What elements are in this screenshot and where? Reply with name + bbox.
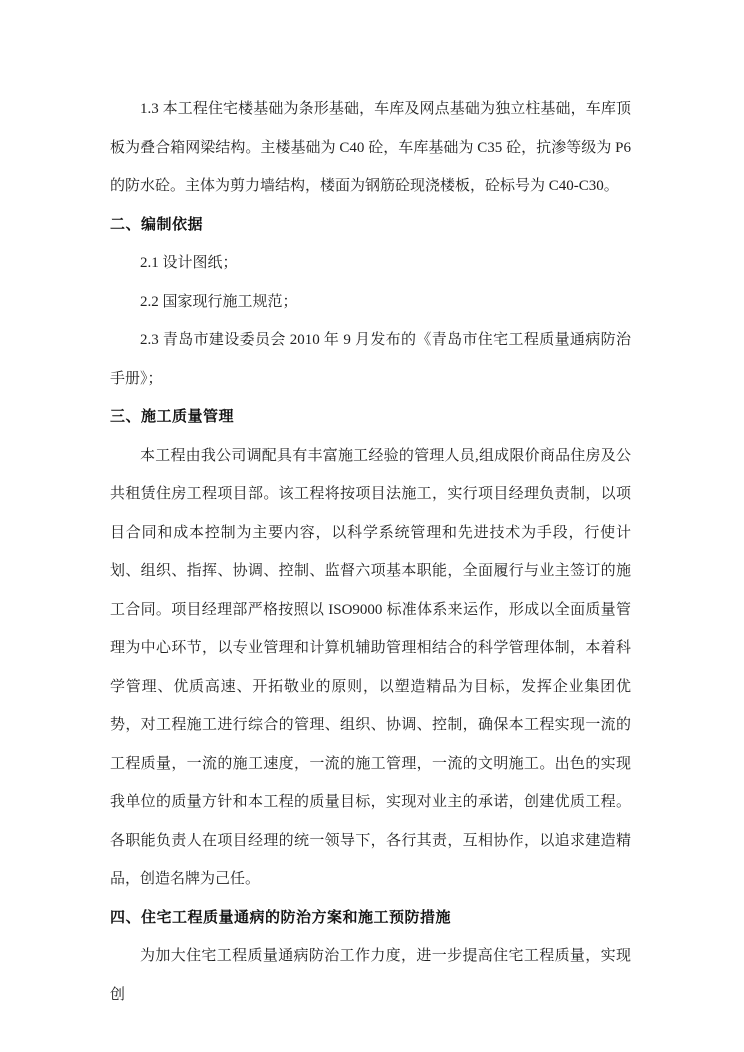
body-paragraph-prevention: 为加大住宅工程质量通病防治工作力度，进一步提高住宅工程质量，实现创 (110, 948, 631, 1003)
document-content (110, 90, 631, 1014)
section-heading-2: 二、编制依据 (110, 216, 204, 233)
body-paragraph-1-3: 1.3 本工程住宅楼基础为条形基础，车库及网点基础为独立柱基础，车库顶板为叠合箱网梁结构。主楼基础为 C40 砼，车库基础为 C35 砼，抗渗等级为 P6 的防水砼。主体为剪力墙结构，楼面为钢筋砼现浇楼板，砼标号为 C40-C30。 (110, 101, 631, 194)
section-heading-3: 三、施工质量管理 (110, 409, 235, 425)
body-paragraph-2-3: 2.3 青岛市建设委员会 2010 年 9 月发布的《青岛市住宅工程质量通病防治手册》； (110, 332, 631, 387)
body-paragraph-quality-management: 本工程由我公司调配具有丰富施工经验的管理人员,组成限价商品住房及公共租赁住房工程项目部。该工程将按项目法施工，实行项目经理负责制，以项目合同和成本控制为主要内容，以科学系统管理和先进技术为手段，行使计划、组织、指挥、协调、控制、监督六项基本职能，全面履行与业主签订的施工合同。项目经理部严格按照以 ISO9000 标准体系来运作，形成以全面质量管理为中心环节，以专业管理和计算机辅助管理相结合的科学管理体制，本着科学管理、优质高速、开拓敬业的原则，以塑造精品为目标，发挥企业集团优势，对工程施工进行综合的管理、组织、协调、控制，确保本工程实现一流的工程质量，一流的施工速度，一流的施工管理，一流的文明施工。出色的实现我单位的质量方针和本工程的质量目标，实现对业主的承诺，创建优质工程。各职能负责人在项目经理的统一领导下，各行其责，互相协作，以追求建造精品，创造名牌为己任。 (110, 447, 631, 887)
body-paragraph-2-1: 2.1 设计图纸； (140, 255, 238, 271)
section-heading-4: 四、住宅工程质量通病的防治方案和施工预防措施 (110, 909, 452, 926)
body-paragraph-2-2: 2.2 国家现行施工规范； (140, 293, 298, 310)
